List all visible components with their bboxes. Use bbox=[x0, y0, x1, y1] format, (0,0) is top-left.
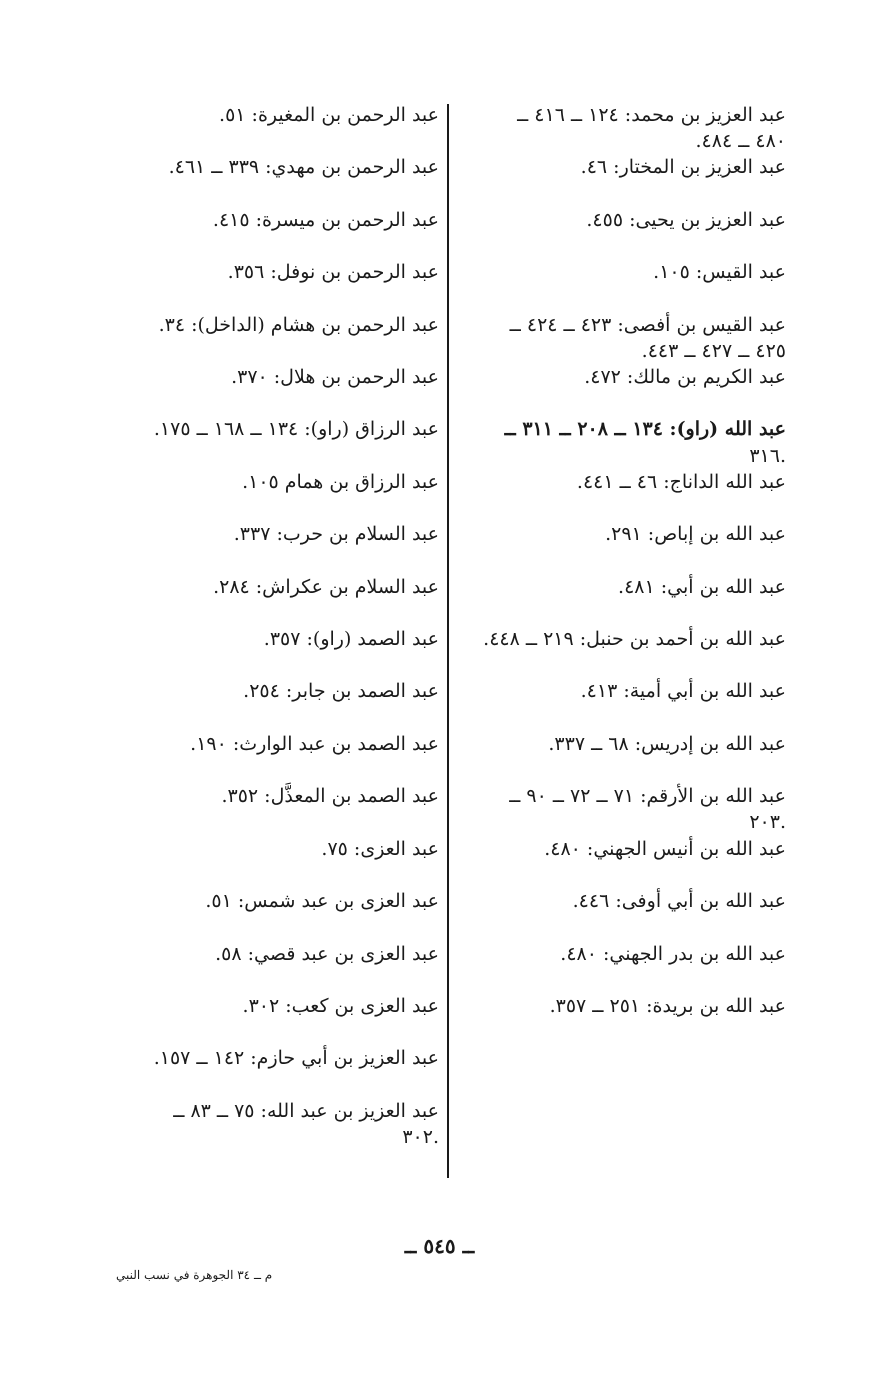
index-entry: عبد الصمد (راو): ٣٥٧. bbox=[263, 628, 439, 651]
index-entry-spacer bbox=[109, 233, 439, 259]
footer-note-text: م ــ ٣٤ الجوهرة في نسب النبي bbox=[116, 1268, 273, 1282]
index-entry: عبد العزيز بن عبد الله: ٧٥ ــ ٨٣ ــ bbox=[173, 1099, 439, 1122]
index-entry-spacer bbox=[109, 652, 439, 678]
index-entry: عبد الرحمن بن المغيرة: ٥١. bbox=[219, 104, 439, 126]
index-entry: عبد الله بن أبي: ٤٨١. bbox=[618, 575, 786, 598]
index-entry-spacer bbox=[441, 967, 786, 993]
index-entry: عبد الرحمن بن هشام (الداخل): ٣٤. bbox=[158, 313, 439, 336]
index-entry: عبد الرحمن بن ميسرة: ٤١٥. bbox=[212, 208, 439, 231]
index-entry-spacer bbox=[109, 390, 439, 416]
index-entry: عبد الله بن بدر الجهني: ٤٨٠. bbox=[560, 942, 786, 965]
index-entry: عبد الله بن أبي أمية: ٤١٣. bbox=[580, 680, 786, 703]
index-entry-spacer bbox=[109, 128, 439, 154]
index-entry-spacer bbox=[109, 547, 439, 573]
index-entry: عبد القيس: ١٠٥. bbox=[653, 261, 786, 284]
index-entry: عبد الله بن أبي أوفى: ٤٤٦. bbox=[572, 890, 786, 913]
index-entry: عبد الله بن أحمد بن حنبل: ٢١٩ ــ ٤٤٨. bbox=[483, 628, 786, 651]
index-entry: عبد الصمد بن المعذَّل: ٣٥٢. bbox=[221, 785, 439, 808]
index-entry-spacer bbox=[441, 652, 786, 678]
index-entry: عبد العزى بن كعب: ٣٠٢. bbox=[242, 994, 439, 1017]
footer-note bbox=[116, 1268, 336, 1282]
index-entry-continuation: ٤٨٠ ــ ٤٨٤. bbox=[695, 130, 786, 153]
index-entry-spacer bbox=[109, 967, 439, 993]
index-entry-spacer bbox=[109, 705, 439, 731]
index-entry: عبد العزيز بن يحيى: ٤٥٥. bbox=[586, 208, 786, 231]
index-entry-spacer bbox=[441, 390, 786, 416]
index-entry-spacer bbox=[441, 705, 786, 731]
index-entry-spacer bbox=[109, 914, 439, 940]
index-entry-spacer bbox=[109, 757, 439, 783]
index-column-right bbox=[109, 102, 439, 1150]
index-entry: عبد العزى بن عبد قصي: ٥٨. bbox=[215, 942, 439, 965]
index-entry: عبد الرحمن بن هلال: ٣٧٠. bbox=[231, 366, 439, 389]
index-entry-spacer bbox=[441, 285, 786, 311]
page-number: ــ ٥٤٥ ــ bbox=[404, 1234, 475, 1258]
index-entry: عبد السلام بن حرب: ٣٣٧. bbox=[233, 523, 439, 546]
index-entry: عبد العزيز بن محمد: ١٢٤ ــ ٤١٦ ــ bbox=[517, 104, 786, 126]
index-entry-spacer bbox=[441, 181, 786, 207]
index-entry: عبد السلام بن عكراش: ٢٨٤. bbox=[213, 575, 439, 598]
index-entry-spacer bbox=[109, 600, 439, 626]
index-entry: عبد الرحمن بن مهدي: ٣٣٩ ــ ٤٦١. bbox=[168, 156, 439, 179]
index-entry: عبد الله بن بريدة: ٢٥١ ــ ٣٥٧. bbox=[549, 994, 786, 1017]
index-entry-spacer bbox=[109, 862, 439, 888]
index-entry: عبد الصمد بن جابر: ٢٥٤. bbox=[243, 680, 439, 703]
index-entry-spacer bbox=[109, 495, 439, 521]
index-entry: عبد الصمد بن عبد الوارث: ١٩٠. bbox=[190, 732, 439, 755]
index-entry-spacer bbox=[441, 495, 786, 521]
index-entry: عبد العزى بن عبد شمس: ٥١. bbox=[205, 890, 439, 913]
index-entry-spacer bbox=[109, 181, 439, 207]
index-entry-continuation: ٢٠٣. bbox=[749, 811, 786, 834]
index-entry-spacer bbox=[109, 1019, 439, 1045]
index-entry-spacer bbox=[441, 862, 786, 888]
index-entry-spacer bbox=[109, 809, 439, 835]
index-entry: عبد الله (راو): ١٣٤ ــ ٢٠٨ ــ ٣١١ ــ bbox=[504, 418, 786, 441]
index-entry: عبد الرزاق (راو): ١٣٤ ــ ١٦٨ ــ ١٧٥. bbox=[153, 418, 439, 441]
index-entry: عبد الرزاق بن همام ١٠٥. bbox=[242, 470, 439, 493]
index-entry-spacer bbox=[441, 600, 786, 626]
index-entry: عبد الله بن أنيس الجهني: ٤٨٠. bbox=[544, 837, 786, 860]
index-column-left bbox=[441, 102, 786, 1019]
index-entry: عبد القيس بن أفصى: ٤٢٣ ــ ٤٢٤ ــ bbox=[509, 313, 786, 336]
index-entry-spacer bbox=[441, 757, 786, 783]
index-entry-spacer bbox=[441, 547, 786, 573]
index-entry: عبد الله بن الأرقم: ٧١ ــ ٧٢ ــ ٩٠ ــ bbox=[509, 785, 786, 808]
index-entry-spacer bbox=[109, 338, 439, 364]
index-entry-spacer bbox=[109, 443, 439, 469]
index-entry: عبد الله بن إباص: ٢٩١. bbox=[605, 523, 786, 546]
index-entry-continuation: ٣١٦. bbox=[749, 444, 786, 467]
index-entry: عبد العزى: ٧٥. bbox=[321, 837, 439, 860]
index-entry-spacer bbox=[109, 285, 439, 311]
index-entry-spacer bbox=[441, 914, 786, 940]
index-entry-spacer bbox=[441, 233, 786, 259]
index-entry: عبد الرحمن بن نوفل: ٣٥٦. bbox=[227, 261, 439, 284]
index-entry: عبد العزيز بن المختار: ٤٦. bbox=[580, 156, 786, 179]
index-entry: عبد الله بن إدريس: ٦٨ ــ ٣٣٧. bbox=[548, 732, 786, 755]
index-entry-spacer bbox=[109, 1072, 439, 1098]
index-entry-continuation: ٣٠٢. bbox=[402, 1125, 439, 1148]
index-entry: عبد الله الداناج: ٤٦ ــ ٤٤١. bbox=[576, 470, 786, 493]
index-entry-continuation: ٤٢٥ ــ ٤٢٧ ــ ٤٤٣. bbox=[641, 339, 786, 362]
index-entry: عبد العزيز بن أبي حازم: ١٤٢ ــ ١٥٧. bbox=[153, 1047, 439, 1070]
index-entry: عبد الكريم بن مالك: ٤٧٢. bbox=[584, 366, 786, 389]
